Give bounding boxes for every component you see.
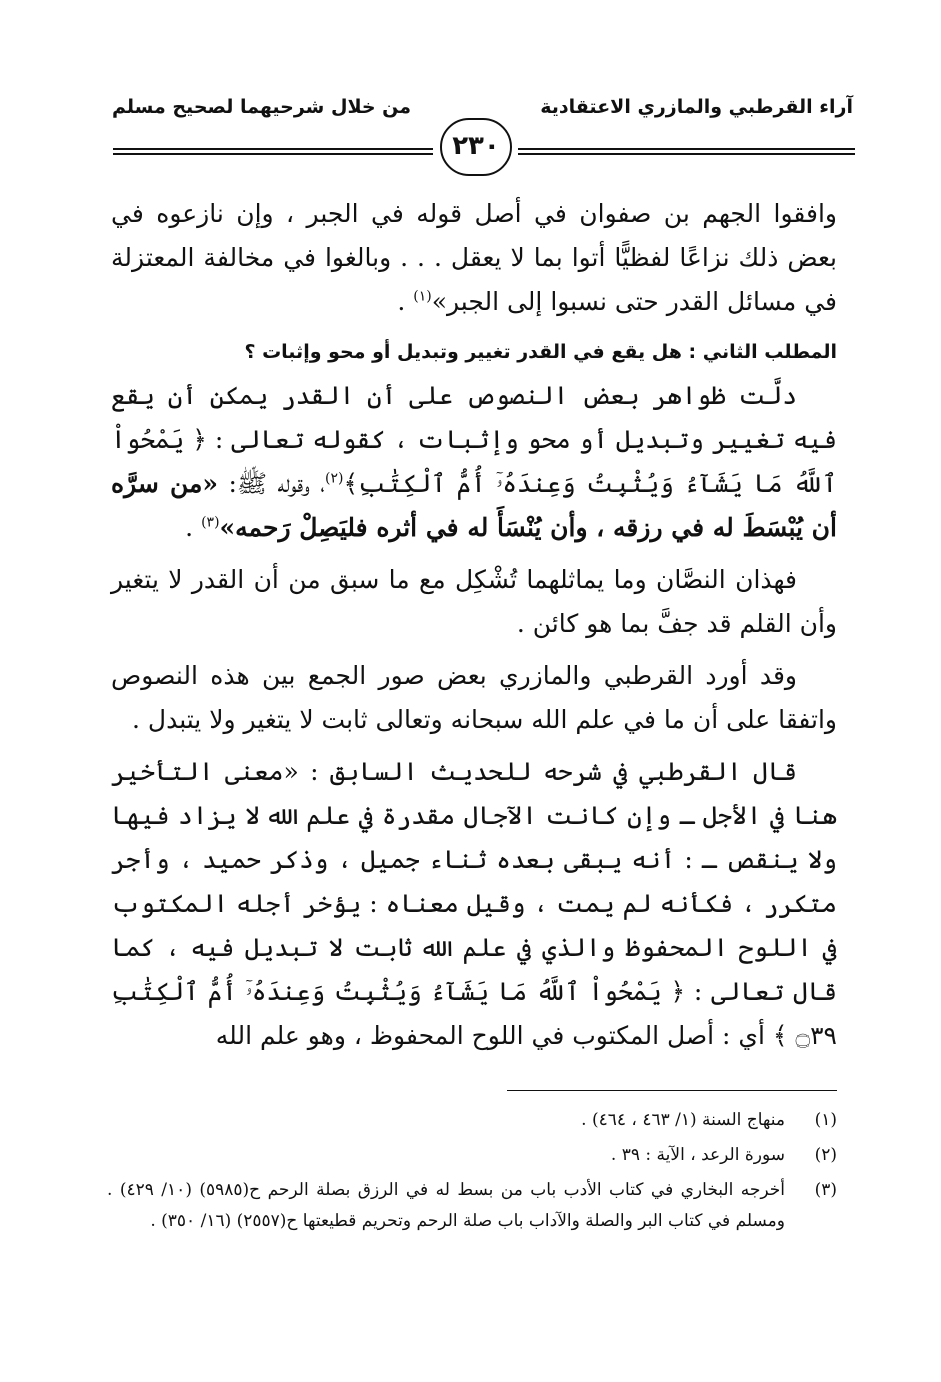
footnote [107, 1175, 837, 1237]
footnotes [107, 1105, 837, 1241]
footnote-ref-1: (١) [413, 288, 432, 305]
footnote-number: (١) [814, 1110, 837, 1130]
paragraph-2-text-a: دلَّت ظواهر بعض النصوص على أن القدر يمكن أن يقع فيه تغيير وتبديل أو محو وإثبات ، كقوله تعالى : ﴿ يَمْحُواْ ٱللَّهُ مَا يَشَآءُ وَيُثْبِتُ وَعِندَهُۥٓ أُمُّ ٱلْكِتَٰبِ﴾ [111, 381, 837, 498]
footnote [107, 1140, 837, 1171]
footnote [107, 1105, 837, 1136]
footnote-number: (٣) [814, 1180, 837, 1200]
footnote-text: منهاج السنة (١/ ٤٦٣ ، ٤٦٤) . [581, 1110, 785, 1130]
paragraph-1 [111, 192, 837, 324]
paragraph-1-end: . [397, 287, 414, 316]
running-header-book-title: آراء القرطبي والمازري الاعتقادية [540, 96, 853, 118]
paragraph-5: قال القرطبي في شرحه للحديث السابق : «معنى التأخير هنا في الأجل ـ وإن كانت الآجال مقدرة في علم الله لا يزاد فيها ولا ينقص ـ : أنه يبقى بعده ثناء جميل ، وذكر حميد ، وأجر متكرر ، فكأنه لم يمت ، وقيل معناه : يؤخر أجله المكتوب في اللوح المحفوظ والذي في علم الله ثابت لا تبديل فيه ، كما قال تعالى : ﴿ يَمْحُواْ ٱللَّهُ مَا يَشَآءُ وَيُثْبِتُ وَعِندَهُۥٓ أُمُّ ٱلْكِتَٰبِ ۝٣٩ ﴾ أي : أصل المكتوب في اللوح المحفوظ ، وهو علم الله [111, 757, 837, 1050]
paragraph-4: وقد أورد القرطبي والمازري بعض صور الجمع بين هذه النصوص واتفقا على أن ما في علم الله سبحانه وتعالى ثابت لا يتغير ولا يتبدل . [111, 661, 837, 734]
header-rule-left [113, 148, 433, 155]
section-subheading: المطلب الثاني : هل يقع في القدر تغيير وتبديل أو محو وإثبات ؟ [244, 341, 837, 363]
running-header-subtitle: من خلال شرحيهما لصحيح مسلم [112, 96, 412, 118]
footnote-number: (٢) [814, 1145, 837, 1165]
footnote-ref-2: (٢) [325, 470, 344, 487]
paragraph-2-end: . [185, 513, 202, 542]
main-text [111, 192, 837, 1066]
hadith-quote: «من سرَّه أن يُبْسَطَ له في رزقه ، وأن يُنْسَأَ له في أثره فليَصِلْ رَحمه» [111, 469, 837, 542]
paragraph-3: فهذان النصَّان وما يماثلهما تُشْكِل مع ما سبق من أن القدر لا يتغير وأن القلم قد جفَّ بما هو كائن . [111, 565, 837, 638]
page-number: ٢٣٠ [440, 118, 512, 176]
footnote-text: أخرجه البخاري في كتاب الأدب باب من بسط له في الرزق بصلة الرحم ح(٥٩٨٥) (١٠/ ٤٢٩) . ومسلم في كتاب البر والصلة والآداب باب صلة الرحم وتحريم قطيعتها ح(٢٥٥٧) (١٦/ ٣٥٠) . [107, 1180, 785, 1231]
paragraph-2-text-b: ، وقوله ﷺ: [218, 469, 326, 498]
paragraph-2 [111, 374, 837, 550]
header-rule-right [518, 148, 855, 155]
paragraph-1-text: وافقوا الجهم بن صفوان في أصل قوله في الجبر ، وإن نازعوه في بعض ذلك نزاعًا لفظيًّا أتوا بما لا يعقل . . . وبالغوا في مخالفة المعتزلة في مسائل القدر حتى نسبوا إلى الجبر» [111, 199, 837, 316]
footnote-ref-3: (٣) [201, 514, 220, 531]
footnote-separator [507, 1090, 837, 1091]
footnote-text: سورة الرعد ، الآية : ٣٩ . [610, 1145, 785, 1165]
